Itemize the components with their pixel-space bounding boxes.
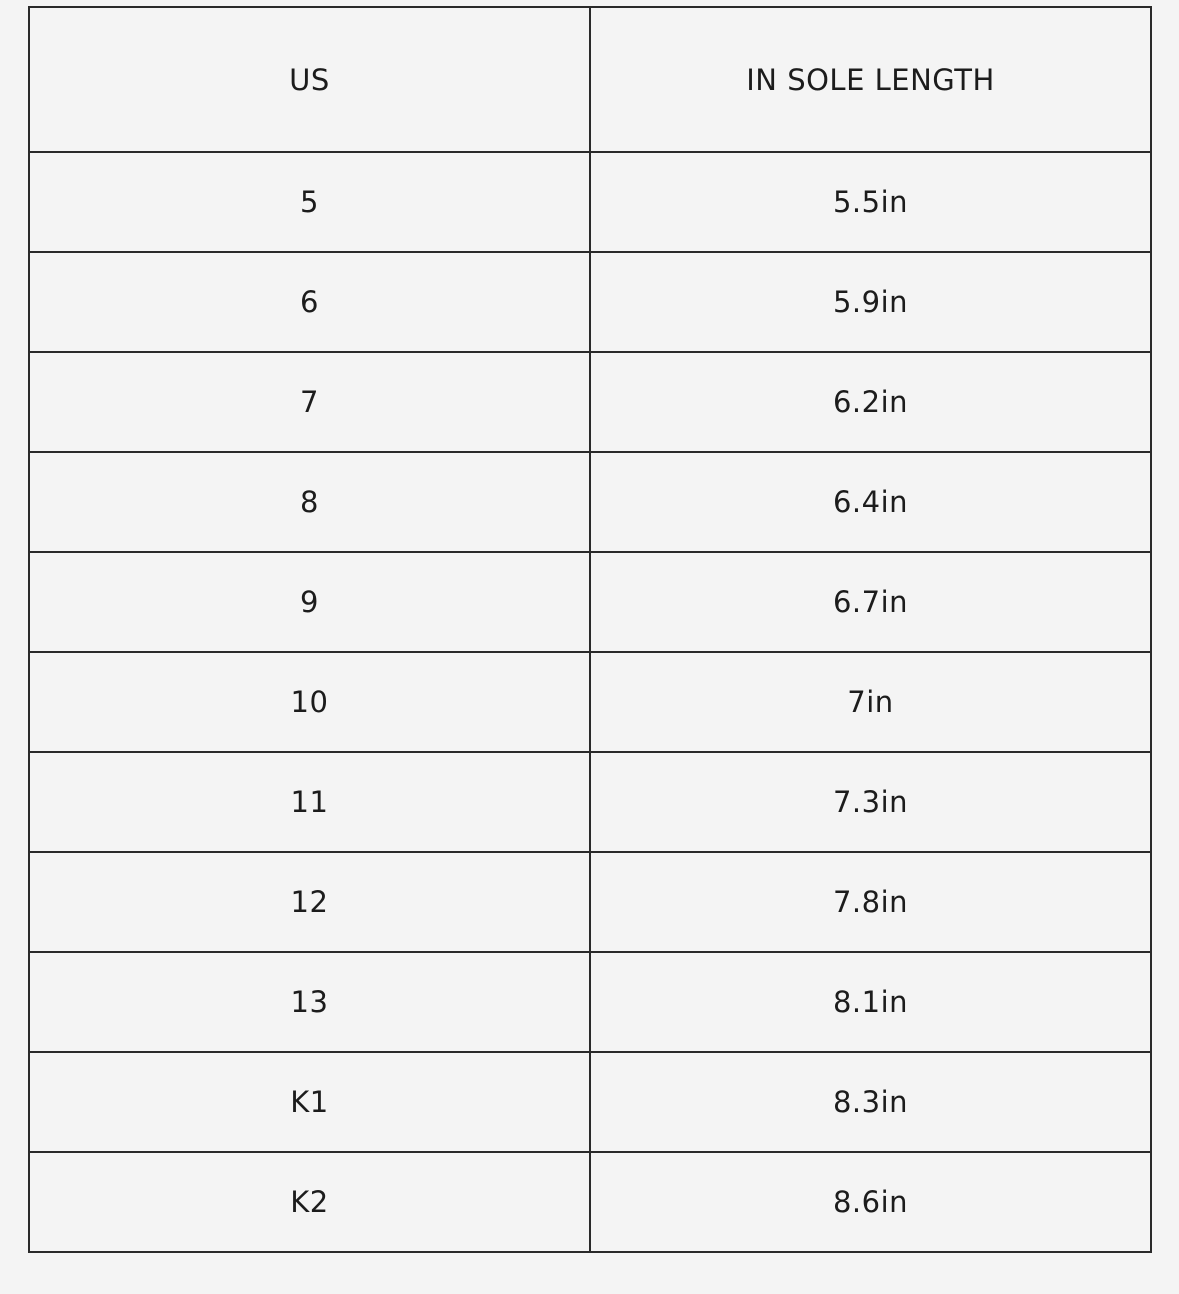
us-size-cell: 9 <box>29 552 590 652</box>
table-row <box>29 652 1151 752</box>
sole-length-cell: 5.9in <box>590 252 1151 352</box>
sole-length-cell: 7.3in <box>590 752 1151 852</box>
header-us: US <box>29 7 590 152</box>
table-row <box>29 1152 1151 1252</box>
us-size-cell: K1 <box>29 1052 590 1152</box>
sole-length-cell: 7in <box>590 652 1151 752</box>
us-size-cell: 11 <box>29 752 590 852</box>
us-size-cell: 10 <box>29 652 590 752</box>
sole-length-cell: 8.3in <box>590 1052 1151 1152</box>
size-chart-table <box>28 6 1152 1253</box>
table-row <box>29 252 1151 352</box>
us-size-cell: 12 <box>29 852 590 952</box>
us-size-cell: K2 <box>29 1152 590 1252</box>
us-size-cell: 5 <box>29 152 590 252</box>
us-size-cell: 6 <box>29 252 590 352</box>
sole-length-cell: 8.6in <box>590 1152 1151 1252</box>
sole-length-cell: 6.4in <box>590 452 1151 552</box>
table-row <box>29 1052 1151 1152</box>
header-row <box>29 7 1151 152</box>
table-row <box>29 852 1151 952</box>
table-row <box>29 452 1151 552</box>
table-header <box>29 7 1151 152</box>
table-row <box>29 152 1151 252</box>
sole-length-cell: 5.5in <box>590 152 1151 252</box>
us-size-cell: 13 <box>29 952 590 1052</box>
sole-length-cell: 7.8in <box>590 852 1151 952</box>
table-row <box>29 352 1151 452</box>
header-in-sole-length: IN SOLE LENGTH <box>590 7 1151 152</box>
table-row <box>29 752 1151 852</box>
us-size-cell: 8 <box>29 452 590 552</box>
sole-length-cell: 6.7in <box>590 552 1151 652</box>
table-body <box>29 152 1151 1252</box>
us-size-cell: 7 <box>29 352 590 452</box>
table-row <box>29 552 1151 652</box>
sole-length-cell: 6.2in <box>590 352 1151 452</box>
table-row <box>29 952 1151 1052</box>
sole-length-cell: 8.1in <box>590 952 1151 1052</box>
